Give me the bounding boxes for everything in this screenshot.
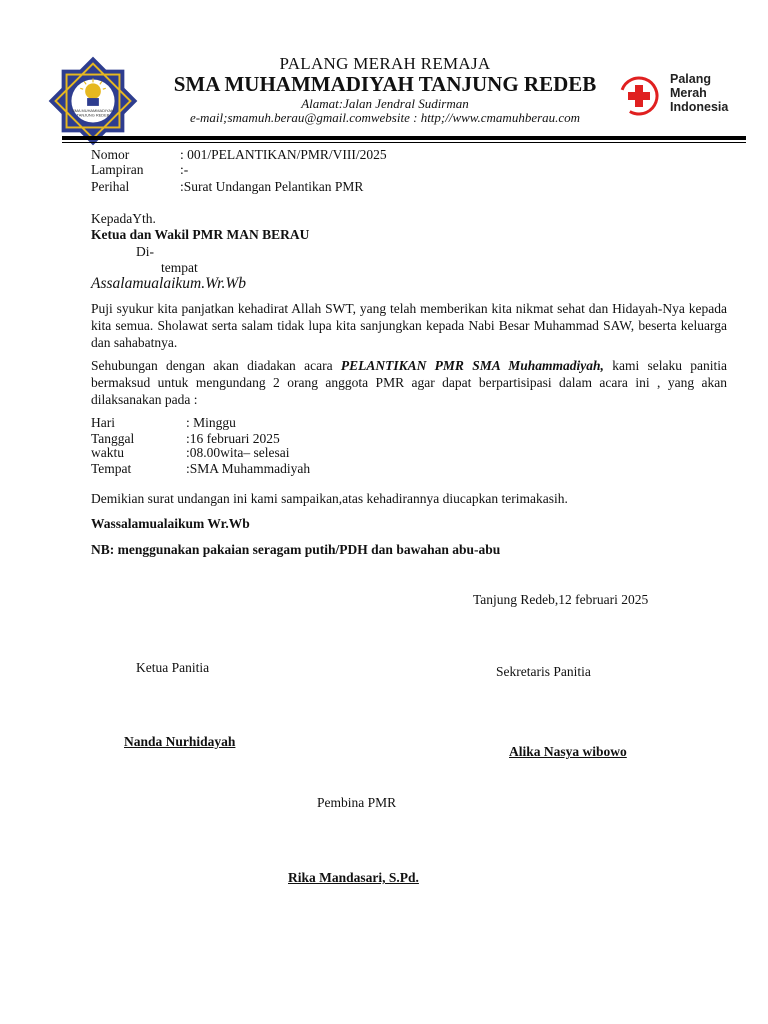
paragraph-invitation bbox=[91, 357, 727, 408]
meta-label-nomor: Nomor bbox=[91, 147, 130, 162]
recipient-di: Di- bbox=[136, 244, 154, 259]
schedule-label-day: Hari bbox=[91, 415, 115, 430]
schedule-value-day: : Minggu bbox=[186, 415, 236, 430]
schedule-label-place: Tempat bbox=[91, 461, 132, 476]
pmi-wordmark bbox=[670, 72, 728, 114]
pmi-word-2: Merah bbox=[670, 86, 707, 100]
advisor-name: Rika Mandasari, S.Pd. bbox=[288, 870, 419, 885]
closing-text: Demikian surat undangan ini kami sampaikan,atas kehadirannya diucapkan terimakasih. bbox=[91, 491, 568, 506]
recipient-name: Ketua dan Wakil PMR MAN BERAU bbox=[91, 227, 310, 242]
header-rule-thin bbox=[62, 142, 746, 143]
paragraph-invitation-before: Sehubungan dengan akan diadakan acara bbox=[91, 358, 341, 373]
letter-date: Tanjung Redeb,12 februari 2025 bbox=[473, 592, 649, 607]
pmi-word-1: Palang bbox=[670, 72, 711, 86]
seal-text-1: SMA MUHAMMADIYAH bbox=[72, 107, 114, 113]
org-name: PALANG MERAH REMAJA bbox=[279, 54, 491, 73]
red-cross-logo bbox=[619, 76, 663, 116]
schedule-value-place: :SMA Muhammadiyah bbox=[186, 461, 311, 476]
header-rule-thick bbox=[62, 136, 746, 140]
dress-code-note: NB: menggunakan pakaian seragam putih/PDH dan bawahan abu-abu bbox=[91, 542, 501, 557]
secretary-title: Sekretaris Panitia bbox=[496, 664, 591, 679]
paragraph-invitation-after: kami selaku panitia bermaksud untuk mengundang 2 orang anggota PMR agar dapat berpartisipasi dalam acara ini , yang akan dilaksanakan pada : bbox=[91, 358, 728, 407]
schedule-label-date: Tanggal bbox=[91, 431, 135, 446]
meta-label-perihal: Perihal bbox=[91, 179, 130, 194]
school-name: SMA MUHAMMADIYAH TANJUNG REDEB bbox=[173, 72, 597, 96]
advisor-title: Pembina PMR bbox=[317, 795, 397, 810]
secretary-name: Alika Nasya wibowo bbox=[509, 744, 627, 759]
seal-text-2: TANJUNG REDEB bbox=[76, 112, 110, 118]
schedule-label-time: waktu bbox=[91, 445, 124, 460]
chair-title: Ketua Panitia bbox=[136, 660, 210, 675]
schedule-value-time: :08.00wita– selesai bbox=[186, 445, 290, 460]
event-name: PELANTIKAN PMR SMA Muhammadiyah, bbox=[340, 358, 604, 373]
recipient-place: tempat bbox=[161, 260, 198, 275]
meta-value-perihal: :Surat Undangan Pelantikan PMR bbox=[180, 179, 364, 194]
schedule-value-date: :16 februari 2025 bbox=[186, 431, 280, 446]
chair-name: Nanda Nurhidayah bbox=[124, 734, 236, 749]
meta-value-lampiran: :- bbox=[180, 162, 189, 177]
pmi-word-3: Indonesia bbox=[670, 100, 729, 114]
meta-label-lampiran: Lampiran bbox=[91, 162, 144, 177]
school-contact: e-mail;smamuh.berau@gmail.comwebsite : http;//www.cmamuhberau.com bbox=[189, 110, 581, 125]
meta-value-nomor: : 001/PELANTIKAN/PMR/VIII/2025 bbox=[180, 147, 387, 162]
recipient-to: KepadaYth. bbox=[91, 211, 156, 226]
paragraph-opening: Puji syukur kita panjatkan kehadirat Allah SWT, yang telah memberikan kita nikmat sehat dan Hidayah-Nya kepada kita semua. Sholawat serta salam tidak lupa kita sanjungkan kepada Nabi Besar Muhammad SAW, beserta keluarga dan sahabatnya. bbox=[91, 301, 727, 350]
school-address: Alamat:Jalan Jendral Sudirman bbox=[301, 96, 469, 111]
greeting: Assalamualaikum.Wr.Wb bbox=[91, 275, 246, 292]
salam-closing: Wassalamualaikum Wr.Wb bbox=[91, 516, 250, 531]
